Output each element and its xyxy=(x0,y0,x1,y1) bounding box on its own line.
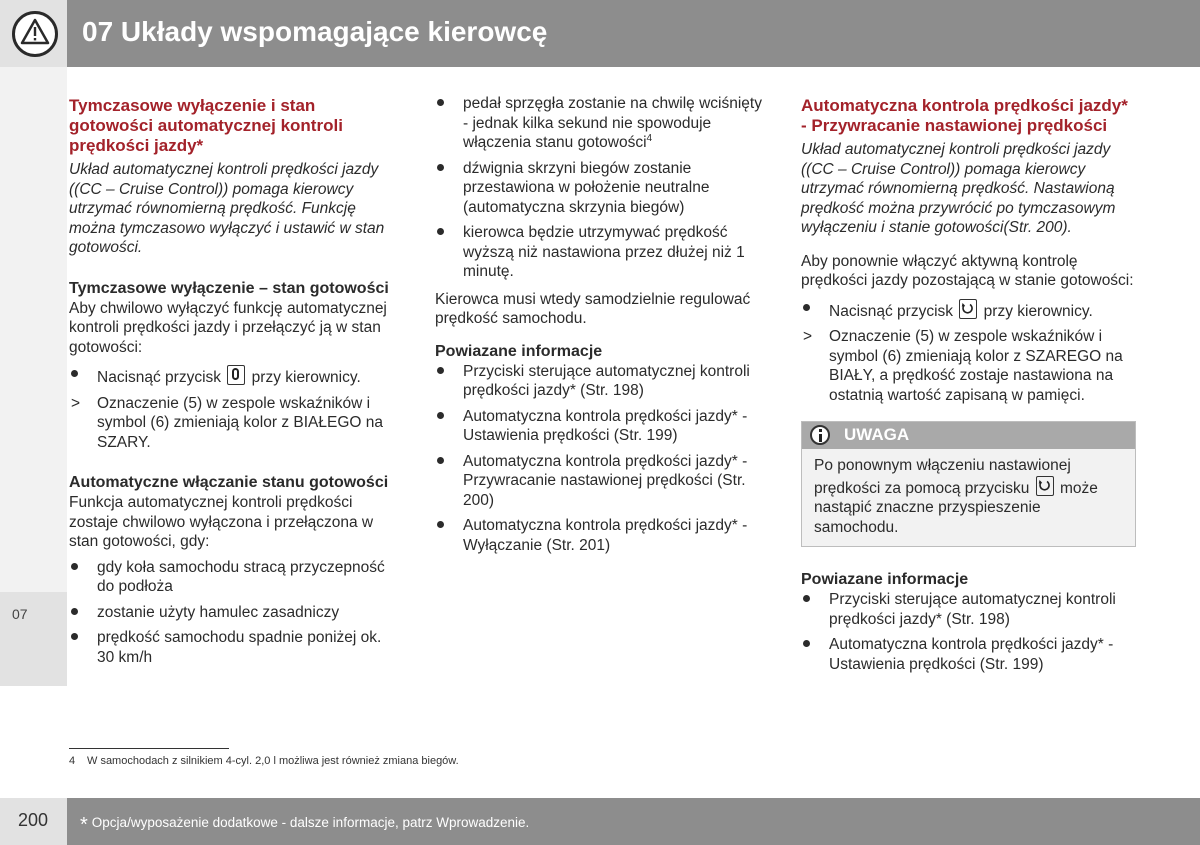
footnote-divider xyxy=(69,748,229,749)
related-link[interactable]: Automatyczna kontrola prędkości jazdy* - Ustawienia prędkości (Str. 199) xyxy=(435,407,770,446)
chapter-tab[interactable] xyxy=(0,592,67,686)
list-item: prędkość samochodu spadnie poniżej ok. 30 km/h xyxy=(69,628,399,667)
footnote xyxy=(69,755,459,767)
bullet-icon xyxy=(437,457,444,464)
bullet-icon xyxy=(437,164,444,171)
related-list xyxy=(435,362,770,556)
section-intro: Układ automatycznej kontroli prędkości jazdy ((CC – Cruise Control)) pomaga kierowcy utrzymać równomierną prędkość. Funkcję można tymczasowo wyłączyć i ustawić w stan gotowości. xyxy=(69,161,385,256)
bullet-icon xyxy=(71,370,78,377)
section-heading: Tymczasowe wyłączenie i stan gotowości automatycznej kontroli prędkości jazdy* xyxy=(69,96,343,155)
related-title: Powiazane informacje xyxy=(435,342,603,360)
warning-triangle-icon xyxy=(12,11,58,57)
step-item: Nacisnąć przycisk przy kierownicy. xyxy=(801,299,1136,322)
footnote-ref[interactable]: 4 xyxy=(646,132,653,144)
bullet-icon xyxy=(71,633,78,640)
info-icon xyxy=(810,425,830,445)
column-right xyxy=(801,96,1136,674)
bullet-list xyxy=(69,558,399,668)
related-link[interactable]: Automatyczna kontrola prędkości jazdy* - Wyłączanie (Str. 201) xyxy=(435,516,770,555)
subsection-title: Tymczasowe wyłączenie – stan gotowości xyxy=(69,279,389,297)
bullet-icon xyxy=(803,304,810,311)
list-item: pedał sprzęgła zostanie na chwilę wciśnięty - jednak kilka sekund nie spowoduje włączenia stanu gotowości$^4$ xyxy=(435,94,770,153)
note-box xyxy=(801,421,1136,547)
bullet-icon xyxy=(803,640,810,647)
related-link[interactable]: Przyciski sterujące automatycznej kontroli prędkości jazdy* (Str. 198) xyxy=(801,590,1136,629)
chapter-tab-label: 07 xyxy=(12,606,28,622)
bullet-icon xyxy=(803,595,810,602)
note-title: UWAGA xyxy=(844,425,910,444)
bullet-icon xyxy=(437,367,444,374)
bullet-list xyxy=(435,94,770,282)
step-list xyxy=(69,365,399,452)
result-arrow-icon: > xyxy=(71,394,81,412)
resume-button-icon xyxy=(1036,476,1054,496)
subsection-text: Funkcja automatycznej kontroli prędkości zostaje chwilowo wyłączona i przełączona w stan gotowości, gdy: xyxy=(69,494,374,550)
column-left xyxy=(69,96,399,667)
subsection-title: Automatyczne włączanie stanu gotowości xyxy=(69,474,389,491)
result-arrow-icon: > xyxy=(803,328,813,345)
bullet-icon xyxy=(437,99,444,106)
result-item: > Oznaczenie (5) w zespole wskaźników i symbol (6) zmieniają kolor z BIAŁEGO na SZARY. xyxy=(71,394,383,451)
paragraph: Kierowca musi wtedy samodzielnie regulować prędkość samochodu. xyxy=(435,290,751,327)
related-link[interactable]: Automatyczna kontrola prędkości jazdy* - Przywracanie nastawionej prędkości (Str. 200) xyxy=(435,452,770,511)
result-item: > Oznaczenie (5) w zespole wskaźników i symbol (6) zmieniają kolor z SZAREGO na BIAŁY, a prędkość zostaje nastawiona na ostatnią wartość zapisaną w pamięci. xyxy=(803,328,1123,404)
paragraph: Aby ponownie włączyć aktywną kontrolę prędkości jazdy pozostającą w stanie gotowości: xyxy=(801,252,1134,289)
cruise-zero-button-icon xyxy=(227,365,245,385)
bullet-icon xyxy=(71,608,78,615)
note-header xyxy=(802,422,1135,449)
chapter-title: 07 Układy wspomagające kierowcę xyxy=(82,16,548,47)
footer-note xyxy=(80,814,529,837)
header-icon-box xyxy=(0,0,67,67)
step-item: Nacisnąć przycisk przy kierownicy. xyxy=(69,365,399,388)
footnote-text: W samochodach z silnikiem 4-cyl. 2,0 l możliwa jest również zmiana biegów. xyxy=(87,755,459,767)
bullet-icon xyxy=(437,412,444,419)
column-middle xyxy=(435,94,770,555)
note-body: Po ponownym włączeniu nastawionej prędkości za pomocą przycisku może nastąpić znaczne przyspieszenie samochodu. xyxy=(814,457,1098,536)
subsection-text: Aby chwilowo wyłączyć funkcję automatycznej kontroli prędkości jazdy i przełączyć ją w stan gotowości: xyxy=(69,299,387,356)
related-list xyxy=(801,590,1136,674)
related-link[interactable]: Przyciski sterujące automatycznej kontroli prędkości jazdy* (Str. 198) xyxy=(435,362,770,401)
bullet-icon xyxy=(437,521,444,528)
section-intro: Układ automatycznej kontroli prędkości jazdy ((CC – Cruise Control)) pomaga kierowcy utrzymać równomierną prędkość. Nastawioną prędkość można przywrócić po tymczasowym wyłączeniu i stanie gotowości(Str. 200). xyxy=(801,141,1116,236)
asterisk-mark: * xyxy=(80,814,88,836)
list-item: gdy koła samochodu stracą przyczepność do podłoża xyxy=(69,558,399,597)
list-item: kierowca będzie utrzymywać prędkość wyższą niż nastawiona przez dłużej niż 1 minutę. xyxy=(435,223,770,282)
footnote-number: 4 xyxy=(69,755,76,767)
list-item: dźwignia skrzyni biegów zostanie przestawiona w położenie neutralne (automatyczna skrzynia biegów) xyxy=(435,159,770,218)
bullet-icon xyxy=(437,228,444,235)
page-number: 200 xyxy=(18,810,49,830)
section-heading: Automatyczna kontrola prędkości jazdy* - Przywracanie nastawionej prędkości xyxy=(801,96,1128,135)
related-link[interactable]: Automatyczna kontrola prędkości jazdy* - Ustawienia prędkości (Str. 199) xyxy=(801,635,1136,674)
list-item: zostanie użyty hamulec zasadniczy xyxy=(69,603,399,623)
related-title: Powiazane informacje xyxy=(801,571,969,588)
resume-button-icon xyxy=(959,299,977,319)
footer-text: Opcja/wyposażenie dodatkowe - dalsze informacje, patrz Wprowadzenie. xyxy=(91,815,530,830)
step-list xyxy=(801,299,1136,406)
bullet-icon xyxy=(71,563,78,570)
